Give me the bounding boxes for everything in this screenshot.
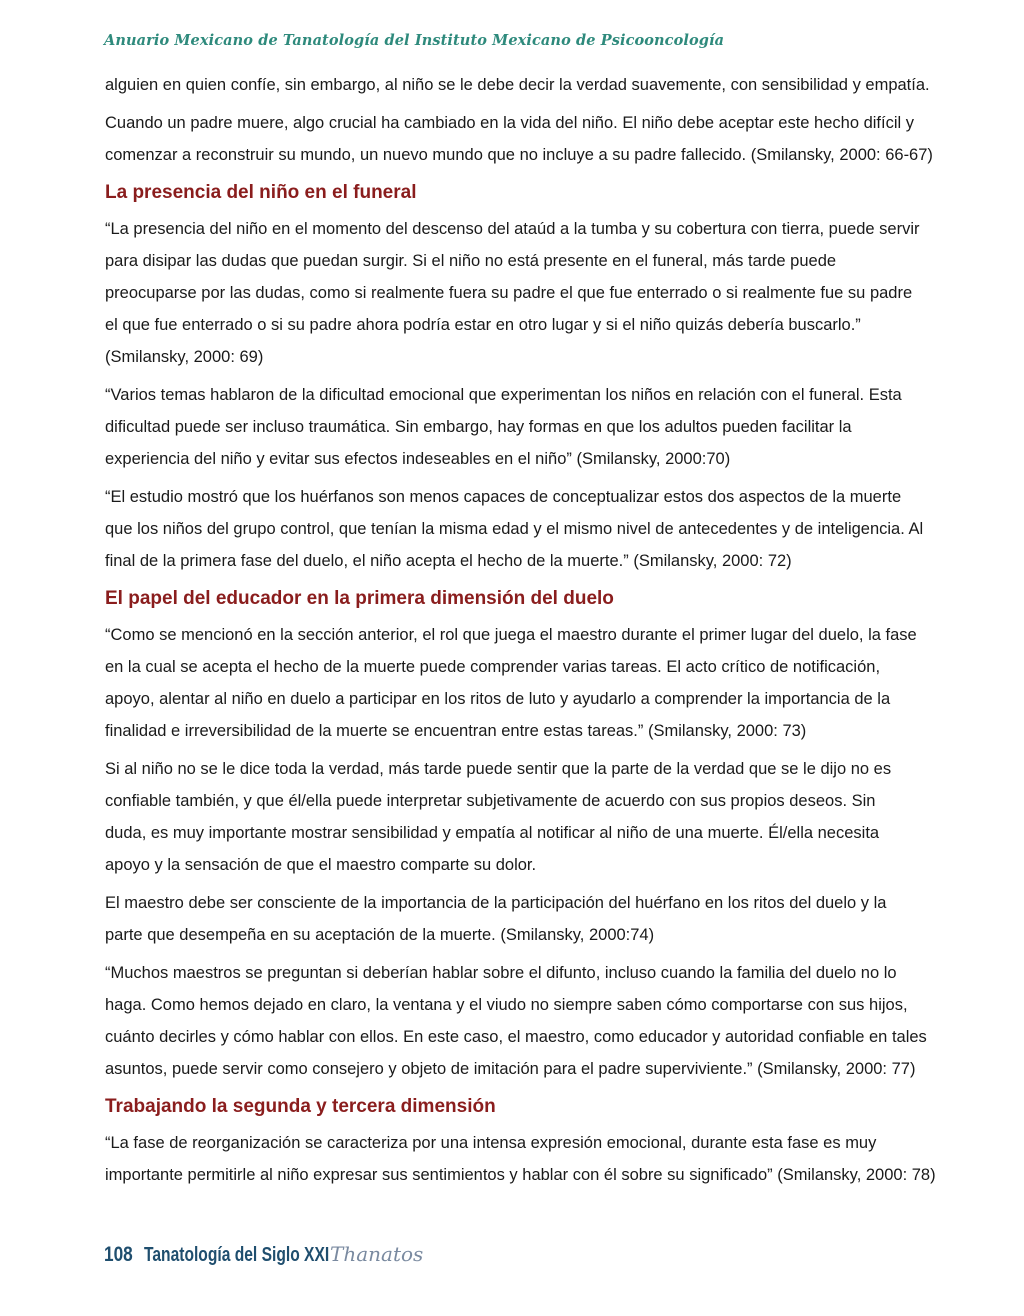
article-body xyxy=(105,69,1005,1197)
text-line: (Smilansky, 2000: 69) xyxy=(105,348,264,366)
journal-name: Tanatología del Siglo XXI xyxy=(144,1244,330,1266)
paragraph xyxy=(105,957,1005,1085)
running-header: Anuario Mexicano de Tanatología del Instituto Mexicano de Psicooncología xyxy=(104,32,725,49)
paragraph xyxy=(105,107,1005,171)
text-line: “Varios temas hablaron de la dificultad emocional que experimentan los niños en relación con el funeral. Esta xyxy=(105,386,902,404)
text-line: Si al niño no se le dice toda la verdad, más tarde puede sentir que la parte de la verdad que se le dijo no es xyxy=(105,760,892,778)
text-line: El maestro debe ser consciente de la importancia de la participación del huérfano en los ritos del duelo y la xyxy=(105,894,887,912)
paragraph xyxy=(105,481,1005,577)
text-line: el que fue enterrado o si su padre ahora podría estar en otro lugar y si el niño quizás debería buscarlo.” xyxy=(105,316,861,334)
paragraph xyxy=(105,619,1005,747)
text-line: experiencia del niño y evitar sus efectos indeseables en el niño” (Smilansky, 2000:70) xyxy=(105,450,731,468)
text-line: haga. Como hemos dejado en claro, la ventana y el viudo no siempre saben cómo comportarse con sus hijos, xyxy=(105,996,908,1014)
paragraph xyxy=(105,753,1005,881)
paragraph xyxy=(105,213,1005,373)
section-heading: Trabajando la segunda y tercera dimensión xyxy=(105,1096,496,1117)
text-line: Cuando un padre muere, algo crucial ha cambiado en la vida del niño. El niño debe aceptar este hecho difícil y xyxy=(105,114,915,132)
paragraph xyxy=(105,887,1005,951)
text-line: preocuparse por las dudas, como si realmente fuera su padre el que fue enterrado o si realmente fue su padre xyxy=(105,284,913,302)
section-heading: La presencia del niño en el funeral xyxy=(105,182,417,203)
text-line: finalidad e irreversibilidad de la muerte se encuentran entre estas tareas.” (Smilansky, 2000: 73) xyxy=(105,722,807,740)
text-line: final de la primera fase del duelo, el niño acepta el hecho de la muerte.” (Smilansky, 2000: 72) xyxy=(105,552,792,570)
paragraph xyxy=(105,1127,1005,1191)
text-line: “La fase de reorganización se caracteriza por una intensa expresión emocional, durante esta fase es muy xyxy=(105,1134,877,1152)
text-line: dificultad puede ser incluso traumática. Sin embargo, hay formas en que los adultos pueden facilitar la xyxy=(105,418,852,436)
text-line: en la cual se acepta el hecho de la muerte puede comprender varias tareas. El acto crítico de notificación, xyxy=(105,658,881,676)
text-line: alguien en quien confíe, sin embargo, al niño se le debe decir la verdad suavemente, con sensibilidad y empatía. xyxy=(105,76,930,94)
paragraph xyxy=(105,379,1005,475)
text-line: confiable también, y que él/ella puede interpretar subjetivamente de acuerdo con sus propios deseos. Sin xyxy=(105,792,876,810)
text-line: “Muchos maestros se preguntan si deberían hablar sobre el difunto, incluso cuando la familia del duelo no lo xyxy=(105,964,897,982)
text-line: cuánto decirles y cómo hablar con ellos. En este caso, el maestro, como educador y autoridad confiable en tales xyxy=(105,1028,927,1046)
text-line: parte que desempeña en su aceptación de la muerte. (Smilansky, 2000:74) xyxy=(105,926,655,944)
text-line: que los niños del grupo control, que tenían la misma edad y el mismo nivel de antecedentes y de inteligencia. Al xyxy=(105,520,924,538)
text-line: “El estudio mostró que los huérfanos son menos capaces de conceptualizar estos dos aspectos de la muerte xyxy=(105,488,902,506)
paragraph xyxy=(105,69,1005,101)
text-line: duda, es muy importante mostrar sensibilidad y empatía al notificar al niño de una muerte. Él/ella necesita xyxy=(105,824,880,842)
text-line: asuntos, puede servir como consejero y objeto de imitación para el padre superviviente.” (Smilansky, 2000: 77) xyxy=(105,1060,916,1078)
page-number: 108 xyxy=(104,1243,133,1266)
page-footer xyxy=(104,1242,423,1267)
thanatos-logo: Thanatos xyxy=(330,1242,424,1266)
text-line: apoyo y la sensación de que el maestro comparte su dolor. xyxy=(105,856,537,874)
section-heading: El papel del educador en la primera dimensión del duelo xyxy=(105,588,614,609)
text-line: importante permitirle al niño expresar sus sentimientos y hablar con él sobre su significado” (Smilansky, 2000: 78) xyxy=(105,1166,936,1184)
text-line: para disipar las dudas que puedan surgir. Si el niño no está presente en el funeral, más tarde puede xyxy=(105,252,837,270)
text-line: apoyo, alentar al niño en duelo a participar en los ritos de luto y ayudarlo a comprender la importancia de la xyxy=(105,690,891,708)
text-line: “Como se mencionó en la sección anterior, el rol que juega el maestro durante el primer lugar del duelo, la fase xyxy=(105,626,917,644)
text-line: comenzar a reconstruir su mundo, un nuevo mundo que no incluye a su padre fallecido. (Smilansky, 2000: 66-67) xyxy=(105,146,933,164)
text-line: “La presencia del niño en el momento del descenso del ataúd a la tumba y su cobertura con tierra, puede servir xyxy=(105,220,920,238)
